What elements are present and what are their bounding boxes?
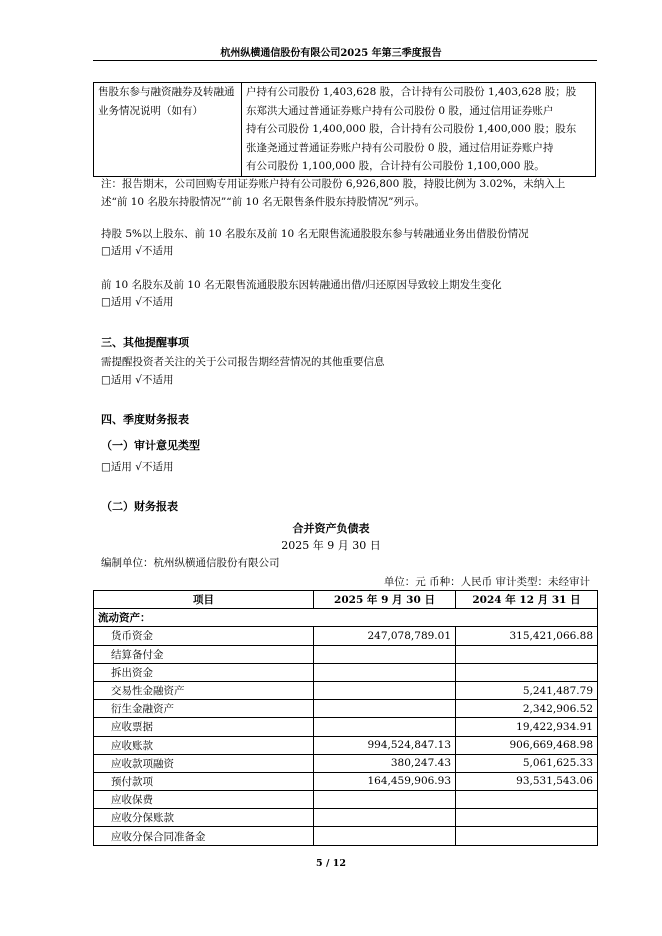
table-header-row [94, 591, 598, 609]
row-current-value: 380,247.43 [314, 754, 456, 772]
row-item: 应收账款 [94, 736, 314, 754]
row-item: 预付款项 [94, 772, 314, 790]
row-prior-value: 19,422,934.91 [456, 718, 598, 736]
table-row [94, 736, 598, 754]
report-header: 杭州纵横通信股份有限公司2025 年第三季度报告 [220, 48, 442, 59]
row-item: 应收分保合同准备金 [94, 827, 314, 845]
table-row [94, 627, 598, 645]
row-prior-value [456, 663, 598, 681]
row-current-value [314, 645, 456, 663]
row-item: 应收保费 [94, 791, 314, 809]
section-3-title: 三、其他提醒事项 [101, 336, 189, 349]
table-row [94, 663, 598, 681]
row-item: 拆出资金 [94, 663, 314, 681]
row-current-value [314, 809, 456, 827]
lending-text: 持股 5%以上股东、前 10 名股东及前 10 名无限售流通股股东参与转融通业务出借股份情况 [101, 228, 529, 240]
table-row [94, 809, 598, 827]
margin-label-cell: 售股东参与融资融券及转融通业务情况说明（如有） [94, 83, 242, 177]
table-row [94, 718, 598, 736]
table-row [94, 681, 598, 699]
section-3-text: 需提醒投资者关注的关于公司报告期经营情况的其他重要信息 [101, 356, 385, 368]
margin-detail-line: 户持有公司股份 1,403,628 股，合计持有公司股份 1,403,628 股；股 [246, 86, 577, 98]
unit-line: 单位：元 币种：人民币 审计类型：未经审计 [383, 576, 590, 588]
row-current-value: 994,524,847.13 [314, 736, 456, 754]
row-prior-value [456, 809, 598, 827]
row-current-value [314, 718, 456, 736]
row-current-value [314, 827, 456, 845]
row-prior-value: 93,531,543.06 [456, 772, 598, 790]
row-prior-value: 5,061,625.33 [456, 754, 598, 772]
row-prior-value: 2,342,906.52 [456, 700, 598, 718]
table-row [94, 827, 598, 845]
section-row [94, 609, 598, 627]
row-item: 应收款项融资 [94, 754, 314, 772]
row-item: 应收分保账款 [94, 809, 314, 827]
section-4-title: 四、季度财务报表 [101, 413, 189, 426]
audit-opinion-title: （一）审计意见类型 [101, 439, 200, 452]
row-prior-value: 5,241,487.79 [456, 681, 598, 699]
col-header-prior: 2024 年 12 月 31 日 [456, 591, 598, 609]
row-prior-value: 315,421,066.88 [456, 627, 598, 645]
row-item: 结算备付金 [94, 645, 314, 663]
row-item: 应收票据 [94, 718, 314, 736]
col-header-current: 2025 年 9 月 30 日 [314, 591, 456, 609]
table-row [94, 700, 598, 718]
row-item: 衍生金融资产 [94, 700, 314, 718]
row-prior-value [456, 827, 598, 845]
row-current-value [314, 700, 456, 718]
row-prior-value: 906,669,468.98 [456, 736, 598, 754]
preparer-company: 编制单位：杭州纵横通信股份有限公司 [101, 557, 280, 569]
margin-detail-cell [242, 83, 596, 177]
row-current-value [314, 663, 456, 681]
table-row [94, 754, 598, 772]
row-current-value [314, 681, 456, 699]
col-header-item: 项目 [94, 591, 314, 609]
shareholder-margin-table [93, 82, 596, 177]
change-option: □适用 √不适用 [101, 296, 174, 308]
row-item: 货币资金 [94, 627, 314, 645]
section-3-option: □适用 √不适用 [101, 374, 174, 386]
lending-option: □适用 √不适用 [101, 245, 174, 257]
financial-statements-title: （二）财务报表 [101, 500, 178, 513]
table-row [94, 772, 598, 790]
note-line-1: 注：报告期末，公司回购专用证券账户持有公司股份 6,926,800 股，持股比例为 3.02%，未纳入上 [101, 178, 566, 190]
change-text: 前 10 名股东及前 10 名无限售流通股股东因转融通出借/归还原因导致较上期发生变化 [101, 279, 502, 291]
margin-detail-line: 有公司股份 1,100,000 股，合计持有公司股份 1,100,000 股。 [246, 160, 545, 173]
current-assets-label: 流动资产： [94, 609, 598, 627]
margin-detail-line: 持有公司股份 1,400,000 股，合计持有公司股份 1,400,000 股；股东 [246, 123, 577, 136]
table-row [94, 791, 598, 809]
table-row [94, 645, 598, 663]
balance-sheet-table [93, 590, 598, 846]
balance-sheet-title: 合并资产负债表 [292, 522, 370, 535]
note-line-2: 述“前 10 名股东持股情况”“前 10 名无限售条件股东持股情况”列示。 [101, 196, 426, 208]
row-current-value: 164,459,906.93 [314, 772, 456, 790]
audit-opinion-option: □适用 √不适用 [101, 461, 174, 473]
row-item: 交易性金融资产 [94, 681, 314, 699]
row-current-value [314, 791, 456, 809]
header-divider [93, 60, 597, 61]
row-prior-value [456, 645, 598, 663]
balance-sheet-date: 2025 年 9 月 30 日 [281, 539, 381, 552]
margin-detail-line: 东郑洪大通过普通证券账户持有公司股份 0 股，通过信用证券账户 [246, 104, 554, 117]
margin-detail-line: 张逢尧通过普通证券账户持有公司股份 0 股，通过信用证券账户持 [246, 141, 554, 154]
row-current-value: 247,078,789.01 [314, 627, 456, 645]
page-number: 5 / 12 [316, 858, 346, 869]
row-prior-value [456, 791, 598, 809]
